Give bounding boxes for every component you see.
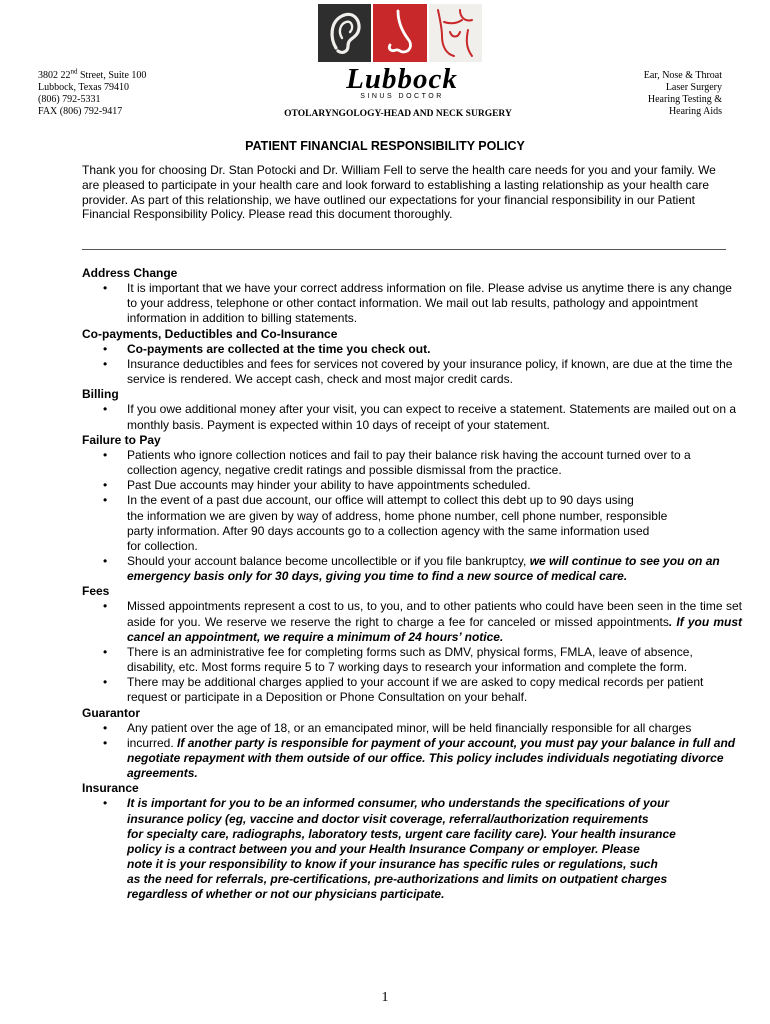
phone-number: (806) 792-5331 (38, 94, 101, 105)
list-item: • It is important that we have your correct address information on file. Please advise us anytime there is any change to your address, telephone or other contact information. We mail out lab results, pathology and appointment information in addition to billing statements. (103, 281, 732, 326)
policy-body (82, 266, 742, 903)
list-item: • Should your account balance become uncollectible or if you file bankruptcy, we will continue to see you on an emergency basis only for 30 days, giving you time to find a new source of medical care. (103, 553, 720, 584)
bullet-icon: • (103, 493, 108, 508)
throat-icon (429, 4, 482, 62)
service-item: Hearing Aids (668, 106, 722, 117)
intro-paragraph: Thank you for choosing Dr. Stan Potocki and Dr. William Fell to serve the health care needs for you and your family. We are pleased to participate in your health care and look forward to establishing a lasting relationship as your health care provider. As part of this relationship, we have outlined our expectations for your financial responsibility in our Patient Financial Responsibility Policy. Please read this document thoroughly. (82, 163, 716, 222)
practice-logo (318, 4, 482, 62)
bullet-icon: • (103, 402, 108, 417)
list-item: • There is an administrative fee for completing forms such as DMV, physical forms, FMLA, leave of absence, disability, etc. Most forms require 5 to 7 working days to research your information and complete the form. (103, 644, 693, 675)
section-heading-insurance: Insurance (82, 781, 139, 796)
specialty-label: OTOLARYNGOLOGY-HEAD AND NECK SURGERY (284, 109, 512, 119)
bullet-icon: • (103, 478, 108, 493)
fees-list (82, 599, 742, 705)
street-address: 3802 22nd Street, Suite 100 (38, 67, 147, 81)
practice-address (38, 67, 147, 118)
list-item: • Insurance deductibles and fees for services not covered by your insurance policy, if known, are due at the time the service is rendered. We accept cash, check and most major credit cards. (103, 356, 733, 387)
section-divider (82, 249, 726, 250)
bullet-icon: • (103, 720, 108, 735)
ear-icon (318, 4, 371, 62)
copayments-list (82, 342, 742, 387)
section-heading-guarantor: Guarantor (82, 705, 141, 720)
service-item: Laser Surgery (665, 82, 722, 93)
list-item: • There may be additional charges applied to your account if we are asked to copy medical records per patient request or participate in a Deposition or Phone Consultation on your behalf. (103, 675, 704, 705)
nose-icon (373, 4, 426, 62)
page-number: 1 (381, 990, 389, 1005)
section-heading-failure-to-pay: Failure to Pay (82, 432, 161, 447)
service-item: Ear, Nose & Throat (643, 70, 722, 81)
brand-name: Lubbock (346, 63, 458, 95)
list-item: • If you owe additional money after your visit, you can expect to receive a statement. Statements are mailed out on a monthly basis. Payment is expected within 10 days of receipt of your statement. (103, 402, 736, 432)
bullet-icon: • (103, 796, 108, 811)
brand-logotype (342, 64, 462, 100)
list-item: • Patients who ignore collection notices and fail to pay their balance risk having the account turned over to a collection agency, negative credit ratings and possible dismissal from the practice. (103, 447, 691, 478)
bullet-icon: • (103, 553, 108, 568)
bullet-icon: • (103, 281, 108, 296)
bullet-icon: • (103, 341, 108, 356)
city-state-zip: Lubbock, Texas 79410 (38, 82, 130, 93)
list-item: • It is important for you to be an informed consumer, who understands the specifications of your insurance policy (eg, vaccine and doctor visit coverage, referral/authorization requirements for specialty care, radiographs, laboratory tests, urgent care facility care). Your health insurance policy is a contract between you and your Health Insurance Company or employer. Please note it is your responsibility to know if your insurance has specific rules or regulations, such as the need for referrals, pre-certifications, pre-authorizations and limits on outpatient charges regardless of whether or not our physicians participate. (103, 796, 676, 902)
list-item: • Past Due accounts may hinder your ability to have appointments scheduled. (103, 478, 531, 493)
bullet-icon: • (103, 599, 108, 614)
service-item: Hearing Testing & (647, 94, 722, 105)
section-heading-billing: Billing (82, 387, 119, 402)
address-change-list (82, 281, 742, 326)
list-item: • Co-payments are collected at the time you check out. (103, 341, 431, 356)
bullet-icon: • (103, 735, 108, 750)
failure-to-pay-list (82, 448, 742, 584)
section-heading-fees: Fees (82, 584, 110, 599)
brand-subtitle: SINUS DOCTOR (360, 93, 444, 100)
bullet-icon: • (103, 447, 108, 462)
insurance-list (82, 796, 742, 902)
bullet-icon: • (103, 644, 108, 659)
fax-number: FAX (806) 792-9417 (38, 106, 123, 117)
billing-list (82, 402, 742, 432)
services-list (644, 70, 722, 118)
list-item: • incurred. If another party is responsible for payment of your account, you must pay your balance in full and negotiate repayment with them outside of our office. This policy includes individuals negotiating divorce agreements. (103, 735, 736, 781)
section-heading-copayments: Co-payments, Deductibles and Co-Insurance (82, 326, 338, 341)
section-heading-address-change: Address Change (82, 266, 178, 280)
list-item: • Missed appointments represent a cost to us, to you, and to other patients who could have been seen in the time set aside for you. We reserve we reserve the right to charge a fee for canceled or missed appointments. If you must cancel an appointment, we require a minimum of 24 hours’ notice. (103, 599, 743, 644)
guarantor-list (82, 721, 742, 782)
list-item: • In the event of a past due account, our office will attempt to collect this debt up to 90 days using the information we are given by way of address, home phone number, cell phone number, responsible party information. After 90 days accounts go to a collection agency with the same information used for collection. (103, 493, 668, 553)
bullet-icon: • (103, 675, 108, 690)
document-title: PATIENT FINANCIAL RESPONSIBILITY POLICY (245, 139, 525, 153)
bullet-icon: • (103, 356, 108, 371)
list-item: • Any patient over the age of 18, or an emancipated minor, will be held financially responsible for all charges (103, 720, 692, 735)
